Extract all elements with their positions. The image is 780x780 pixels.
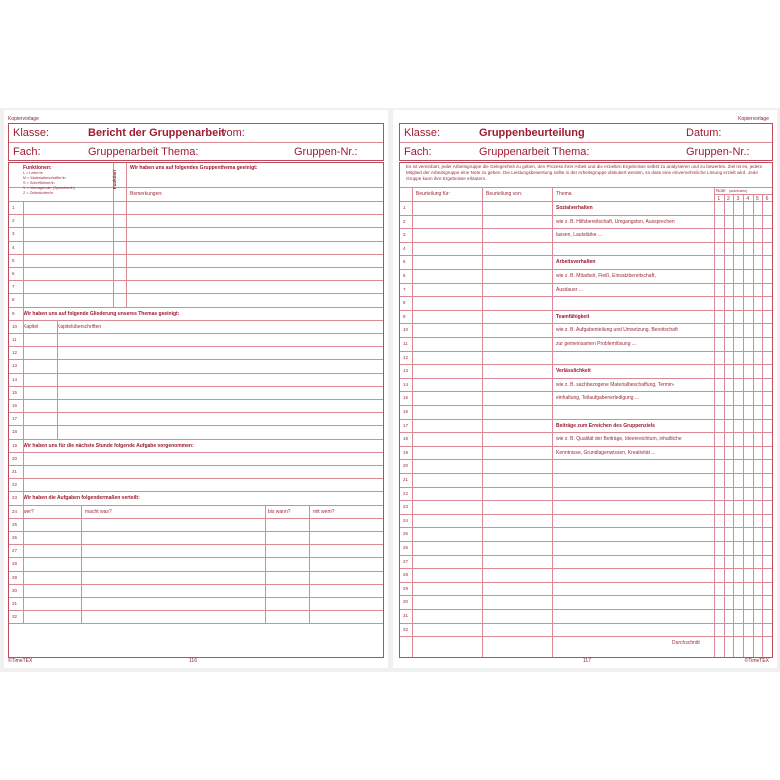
- right-table: [399, 162, 773, 658]
- function-z: Z = Zeitwächter/in: [23, 191, 54, 195]
- criterion-detail: Ausdauer ...: [556, 286, 583, 293]
- row-number: 12: [403, 354, 409, 360]
- row-number: 4: [403, 245, 406, 251]
- grade-5: 5: [756, 196, 759, 202]
- row-number: 24: [403, 517, 409, 523]
- left-subject-label: Fach:: [13, 146, 41, 158]
- criterion-detail: wie z. B. Aufgabenteilung und Umsetzung, Bereitschaft: [556, 327, 678, 334]
- criterion-heading: Sozialverhalten: [556, 205, 593, 211]
- left-header-frame: [8, 123, 384, 161]
- row-number: 7: [12, 284, 15, 290]
- row-number: 26: [12, 535, 18, 540]
- row-number: 11: [12, 337, 17, 342]
- criterion-detail: lassen, Lautstärke ...: [556, 232, 603, 239]
- row-number: 15: [403, 395, 409, 401]
- grade-label: Note: [716, 188, 726, 193]
- row-number: 1: [403, 205, 406, 210]
- row-number: 23: [12, 495, 18, 501]
- row-number: 29: [403, 585, 409, 591]
- left-top-label: Kopiervorlage: [8, 116, 39, 122]
- grade-3: 3: [736, 196, 740, 202]
- row-number: 5: [12, 257, 15, 263]
- average-label: Durchschnitt: [672, 640, 700, 647]
- right-page: [393, 110, 777, 668]
- outline-heading: Wir haben uns auf folgende Gliederung unseres Themas geeinigt:: [23, 310, 180, 317]
- row-number: 2: [403, 218, 406, 224]
- row-number: 20: [12, 455, 18, 461]
- row-number: 24: [12, 508, 18, 514]
- criterion-heading: Verlässlichkeit: [556, 368, 591, 375]
- criterion-detail: wie z. B. Hilfsbereitschaft, Umgangston, Aussprechen: [556, 218, 675, 225]
- criterion-detail: zur gemeinsamen Problemlösung ...: [556, 341, 637, 347]
- who-label: wer?: [23, 508, 34, 515]
- row-number: 14: [403, 381, 409, 387]
- grade-sub-label: (ankreuzen): [729, 189, 748, 193]
- row-number: 7: [403, 286, 406, 292]
- left-class-label: Klasse:: [13, 127, 50, 139]
- intro-text: Es ist vereinbart, jeder Arbeitsgruppe die Gelegenheit zu geben, den Prozess ihrer Arbeit und die erzielten Ergebnisse selbst zu analysieren und zu bewerten. Ziel ist es, jedem Mitglied der Arbeitsgruppe eine Note zu geben. Die Leistungsbewertung sollte in der Arbeitsgruppe diskutiert werden, so dass eine einvernehmliche Lösung erzielt wird. Jede Gruppe kann ihre Ergebnisse erläutern.: [406, 164, 763, 181]
- right-title: Gruppenbeurteilung: [479, 127, 585, 139]
- row-number: 19: [403, 449, 409, 455]
- row-number: 21: [12, 469, 18, 474]
- row-number: 8: [12, 297, 15, 303]
- row-number: 16: [12, 403, 18, 408]
- right-footer-brand: ©TimeTEX: [744, 658, 769, 664]
- row-number: 25: [403, 531, 409, 537]
- left-group-label: Gruppen-Nr.:: [294, 146, 358, 158]
- criterion-heading: Arbeitsverhalten: [556, 259, 596, 266]
- right-top-label: Kopiervorlage: [738, 116, 769, 122]
- row-number: 23: [403, 504, 409, 510]
- row-number: 5: [403, 259, 406, 265]
- right-topic-label: Gruppenarbeit Thema:: [479, 146, 590, 158]
- criterion-heading: Beiträge zum Erreichen des Gruppenziels: [556, 422, 655, 429]
- right-page-number: 117: [583, 658, 591, 664]
- row-number: 19: [12, 442, 18, 448]
- what-label: macht was?: [85, 508, 112, 515]
- right-date-label: Datum:: [686, 127, 722, 139]
- row-number: 25: [12, 521, 18, 527]
- row-number: 6: [12, 271, 15, 276]
- function-v: V = Vortragender (Sprecher/in): [23, 186, 75, 190]
- row-number: 11: [403, 341, 408, 346]
- row-number: 17: [403, 422, 409, 428]
- row-number: 8: [403, 300, 406, 306]
- row-number: 18: [12, 429, 18, 435]
- row-number: 30: [12, 587, 18, 593]
- row-number: 14: [12, 376, 18, 382]
- criterion-heading: Teamfähigkeit: [556, 313, 590, 320]
- row-number: 12: [12, 350, 18, 356]
- left-page-number: 116: [189, 658, 197, 664]
- row-number: 10: [403, 327, 409, 333]
- until-label: bis wann?: [268, 508, 291, 515]
- col-from-label: Beurteilung von:: [486, 191, 523, 197]
- grade-2: 2: [727, 196, 730, 202]
- row-number: 31: [12, 601, 18, 606]
- functions-vertical-label: Funktion: [112, 170, 117, 189]
- row-number: 28: [403, 572, 409, 578]
- row-number: 17: [12, 416, 18, 422]
- functions-title: Funktionen:: [23, 165, 52, 171]
- row-number: 32: [403, 626, 409, 632]
- row-number: 15: [12, 389, 18, 395]
- row-number: 21: [403, 477, 409, 482]
- row-number: 6: [403, 273, 406, 278]
- right-subject-label: Fach:: [404, 146, 432, 158]
- row-number: 1: [12, 205, 15, 210]
- left-from-label: vom:: [221, 127, 245, 139]
- criterion-detail: einhaltung, Teilaufgabenerledigung ...: [556, 395, 640, 402]
- row-number: 13: [403, 368, 409, 374]
- row-number: 32: [12, 614, 18, 620]
- right-class-label: Klasse:: [404, 127, 441, 139]
- row-number: 18: [403, 436, 409, 442]
- function-s: S = Schriftführer/in: [23, 181, 55, 185]
- row-number: 29: [12, 574, 18, 580]
- functions-list: [23, 171, 75, 196]
- grade-1: 1: [717, 196, 721, 202]
- row-number: 30: [403, 599, 409, 605]
- row-number: 27: [12, 548, 18, 554]
- col-for-label: Beurteilung für:: [416, 191, 450, 197]
- row-number: 3: [403, 232, 406, 238]
- row-number: 3: [12, 231, 15, 237]
- row-number: 13: [12, 363, 18, 369]
- row-number: 16: [403, 409, 409, 414]
- grade-6: 6: [765, 196, 769, 202]
- row-number: 27: [403, 558, 409, 564]
- row-number: 22: [12, 482, 18, 488]
- row-number: 10: [12, 323, 18, 329]
- row-number: 26: [403, 545, 409, 550]
- left-page: [4, 110, 388, 668]
- remarks-label: Bemerkungen:: [130, 191, 163, 197]
- criterion-detail: wie z. B. sachbezogene Materialbeschaffung, Termin-: [556, 381, 675, 388]
- row-number: 22: [403, 490, 409, 496]
- function-m: M = Materialbeschaffer/in: [23, 176, 66, 180]
- row-number: 2: [12, 218, 15, 224]
- row-number: 28: [12, 561, 18, 567]
- row-number: 9: [403, 313, 406, 319]
- grade-4: 4: [746, 196, 750, 202]
- criterion-detail: wie z. B. Qualität der Beiträge, Ideenreichtum, inhaltliche: [556, 436, 682, 443]
- row-number: 9: [12, 310, 15, 316]
- left-footer-brand: ©TimeTEX: [8, 658, 33, 664]
- chapter-headings-label: Kapitelüberschriften: [57, 323, 102, 330]
- left-topic-label: Gruppenarbeit Thema:: [88, 146, 199, 158]
- right-group-label: Gruppen-Nr.:: [686, 146, 750, 158]
- criterion-detail: wie z. B. Mitarbeit, Fleiß, Einsatzbereitschaft,: [556, 273, 656, 279]
- left-title: Bericht der Gruppenarbeit: [88, 127, 225, 139]
- with-whom-label: mit wem?: [313, 508, 335, 515]
- row-number: 31: [403, 613, 409, 618]
- right-header-frame: [399, 123, 773, 161]
- col-topic-label: Thema: [556, 191, 572, 197]
- criterion-detail: Kenntnisse, Grundlagenwissen, Kreativität ...: [556, 449, 656, 456]
- next-lesson-heading: Wir haben uns für die nächste Stunde folgende Aufgabe vorgenommen:: [23, 442, 194, 449]
- left-table: [8, 162, 384, 658]
- agreed-topic: Wir haben uns auf folgendes Gruppenthema geeinigt:: [130, 165, 258, 171]
- row-number: 20: [403, 463, 409, 469]
- function-l: L = Leiter/in: [23, 171, 43, 175]
- distributed-heading: Wir haben die Aufgaben folgendermaßen verteilt:: [23, 495, 140, 502]
- row-number: 4: [12, 244, 15, 250]
- chapter-label: Kapitel: [23, 323, 39, 330]
